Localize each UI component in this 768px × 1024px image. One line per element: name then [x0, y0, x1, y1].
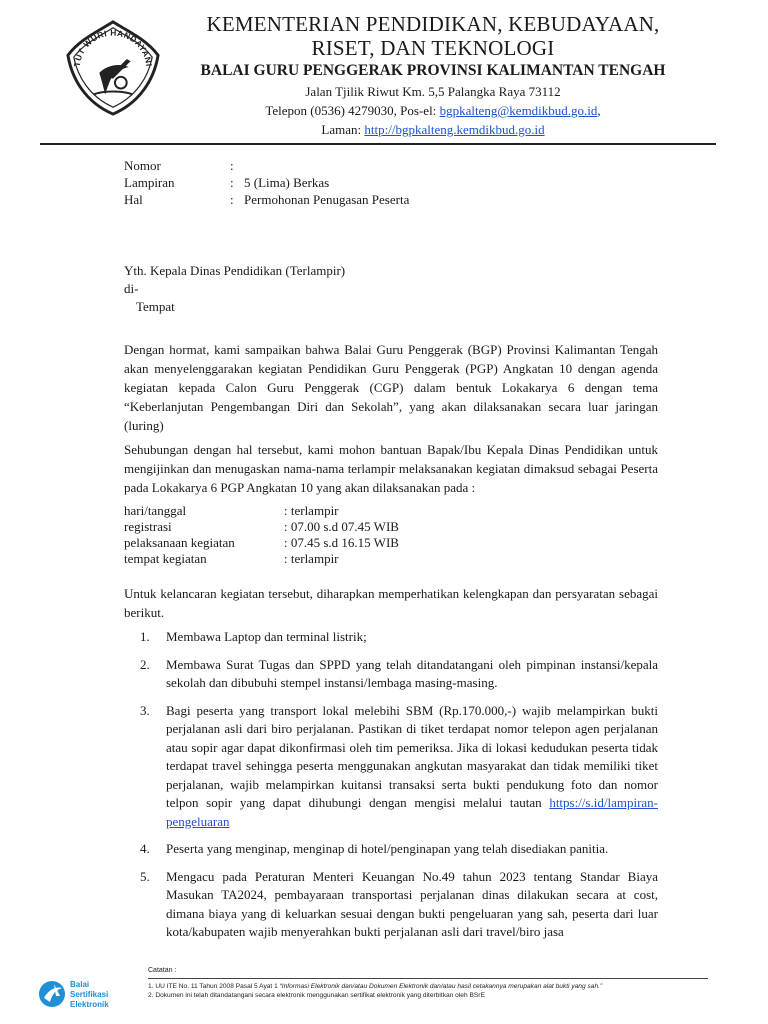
lampiran-pengeluaran-link[interactable]: https://s.id/lampiran-pengeluaran: [166, 795, 658, 829]
office-website: Laman: http://bgpkalteng.kemdikbud.go.id: [321, 122, 545, 137]
tut-wuri-handayani-logo: [64, 18, 162, 116]
office-name: BALAI GURU PENGGERAK PROVINSI KALIMANTAN TENGAH: [200, 62, 666, 79]
bsre-logo: [38, 976, 138, 1012]
email-link[interactable]: bgpkalteng@kemdikbud.go.id: [439, 103, 598, 118]
schedule-table: [124, 503, 524, 567]
footer-note-2: 2. Dokumen ini telah ditandatangani secara elektronik menggunakan sertifikat elektronik yang diterbitkan oleh BSrE: [148, 992, 485, 999]
schedule-row: tempat kegiatan : terlampir: [124, 551, 339, 566]
body-paragraph-2: Sehubungan dengan hal tersebut, kami mohon bantuan Bapak/Ibu Kepala Dinas Pendidikan untuk mengijinkan dan menugaskan nama-nama terlampir melaksanakan kegiatan dimaksud sebagai Peserta pada Lokakarya 6 PGP Angkatan 10 yang akan dilaksanakan pada :: [124, 442, 658, 495]
requirements-list: [140, 628, 658, 942]
ministry-name-line2: RISET, DAN TEKNOLOGI: [311, 36, 555, 60]
list-item: 3. Bagi peserta yang transport lokal melebihi SBM (Rp.170.000,-) wajib melampirkan bukti perjalanan asli dari biro perjalanan. Pastikan di tiket terdapat nomor telepon agen perjalanan atau sopir agar dapat dikonfirmasi oleh tim pemeriksa. Jika di lokasi kedudukan peserta tidak terdapat travel sehingga peserta menggunakan angkutan masyarakat dan tidak memiliki tiket perjalanan, wajib melampirkan kuitansi transaksi serta bukti pendukung foto dan nomor telpon sopir yang dapat dihubungi dengan mengisi melalui tautan https://s.id/lampiran-pengeluaran: [140, 702, 658, 829]
svg-text:TUT WURI HANDAYANI: [72, 28, 155, 68]
bsre-line1: Balai: [70, 980, 90, 989]
footer-rule: [148, 978, 708, 979]
office-contact: Telepon (0536) 4279030, Pos-el: bgpkalteng@kemdikbud.go.id,: [265, 103, 601, 118]
letterhead-divider: [40, 143, 716, 145]
schedule-row: hari/tanggal : terlampir: [124, 503, 339, 518]
schedule-row: registrasi : 07.00 s.d 07.45 WIB: [124, 519, 399, 534]
recipient-name: Yth. Kepala Dinas Pendidikan (Terlampir): [124, 263, 346, 278]
logo-motto-text: TUT WURI HANDAYANI: [71, 27, 155, 68]
list-item: 1. Membawa Laptop dan terminal listrik;: [140, 629, 367, 644]
ministry-name-line1: KEMENTERIAN PENDIDIKAN, KEBUDAYAAN,: [206, 12, 660, 36]
list-item: 5. Mengacu pada Peraturan Menteri Keuangan No.49 tahun 2023 tentang Standar Biaya Masukan TA2024, pembayaraan transportasi perjalanan dinas dilakukan secara at cost, dimana biaya yang di keluarkan sesuai dengan bukti pengeluaran yang sah, peserta dari luar kota/kabupaten wajib menyerahkan bukti perjalanan asli dari travel/biro jasa: [140, 868, 658, 939]
bsre-line3: Elektronik: [70, 1000, 109, 1009]
schedule-row: pelaksanaan kegiatan : 07.45 s.d 16.15 WIB: [124, 535, 399, 550]
recipient-block: [124, 262, 345, 316]
footer-notes: [148, 966, 720, 1000]
office-address: Jalan Tjilik Riwut Km. 5,5 Palangka Raya 73112: [305, 84, 561, 99]
list-item: 2. Membawa Surat Tugas dan SPPD yang telah ditandatangani oleh pimpinan instansi/kepala sekolah dan dibubuhi stempel instansi/lembaga masing-masing.: [140, 656, 658, 690]
letterhead: [168, 12, 698, 139]
body-paragraph-1: Dengan hormat, kami sampaikan bahwa Balai Guru Penggerak (BGP) Provinsi Kalimantan Tengah akan menyelenggarakan kegiatan Pendidikan Guru Penggerak (PGP) Angkatan 10 dengan agenda kegiatan kepada Calon Guru Penggerak (CGP) dalam bentuk Lokakarya 6 dengan tema “Keberlanjutan Pengembangan Diri dan Sekolah”, yang akan dilaksanakan secara luar jaringan (luring): [124, 342, 658, 433]
footer-caption: Catatan :: [148, 967, 177, 974]
website-link[interactable]: http://bgpkalteng.kemdikbud.go.id: [364, 122, 545, 137]
footer-note-1: 1. UU ITE No. 11 Tahun 2008 Pasal 5 Ayat 1 “Informasi Elektronik dan/atau Dokumen Elektronik dan/atau hasil cetakannya merupakan alat bukti yang sah.”: [148, 983, 603, 990]
body-paragraph-3: Untuk kelancaran kegiatan tersebut, diharapkan memperhatikan kelengkapan dan persyaratan sebagai berikut.: [124, 586, 658, 620]
list-item: 4. Peserta yang menginap, menginap di hotel/penginapan yang telah disediakan panitia.: [140, 841, 609, 856]
bsre-line2: Sertifikasi: [70, 990, 109, 999]
letter-page: TUT WURI HANDAYANI KEMENTERIAN PENDIDIKAN, KEBUDAYAAN, RISET, DAN TEKNOLOGI BALAI GURU PENGGERAK PROVINSI KALIMANTAN TENGAH Jalan Tjilik Riwut Km. 5,5 Palangka Raya 73112 Telepon (0536) 4279030, Pos-el: bgpkalteng@kemdikbud.go.id, Laman: http://bgpkalteng.kemdikbud.go.id Nomor : Lampiran : 5 (Lima) Berkas Hal : Permohonan Penugasan Peserta Yth. Kepala Dinas Pendidikan (Terlampir) di- Tempat Dengan hormat, kami sampaikan bahwa Balai Guru Penggerak (BGP) Provinsi Kalimantan Tengah akan menyelenggarakan kegiatan Pendidikan Guru Penggerak (PGP) Angkatan 10 dengan agenda kegiatan kepada Calon Guru Penggerak (CGP) dalam bentuk Lokakarya 6 dengan tema “Keberlanjutan Pengembangan Diri dan Sekolah”, yang akan dilaksanakan secara luar jaringan (luring) Sehubungan dengan hal tersebut, kami mohon bantuan Bapak/Ibu Kepala Dinas Pendidikan untuk mengijinkan dan menugaskan nama-nama terlampir melaksanakan kegiatan dimaksud sebagai Peserta pada Lokakarya 6 PGP Angkatan 10 yang akan dilaksanakan pada : hari/tanggal : terlampir registrasi : 07.00 s.d 07.45 WIB pelaksanaan kegiatan : 07.45 s.d 16.15 WIB tempat kegiatan : terlampir Untuk kelancaran kegiatan tersebut, diharapkan memperhatikan kelengkapan dan persyaratan sebagai berikut. 1. Membawa Laptop dan terminal listrik; 2. Membawa Surat Tugas dan SPPD yang telah ditandatangani oleh pimpinan instansi/kepala sekolah dan dibubuhi stempel instansi/lembaga masing-masing. 3. Bagi peserta yang transport lokal melebihi SBM (Rp.170.000,-) wajib melampirkan bukti perjalanan asli dari biro perjalanan. Pastikan di tiket terdapat nomor telepon agen perjalanan atau sopir agar dapat dikonfirmasi oleh tim pemeriksa. Jika di lokasi kedudukan peserta tidak terdapat travel sehingga peserta menggunakan angkutan masyarakat dan tidak memiliki tiket perjalanan, wajib melampirkan kuitansi transaksi serta bukti pendukung foto dan nomor telpon sopir yang dapat dihubungi dengan mengisi melalui tautan https://s.id/lampiran-pengeluaran 4. Peserta yang menginap, menginap di hotel/penginapan yang telah disediakan panitia. 5. Mengacu pada Peraturan Menteri Keuangan No.49 tahun 2023 tentang Standar Biaya Masukan TA2024, pembayaraan transportasi perjalanan dinas dilakukan secara at cost, dimana biaya yang di keluarkan sesuai dengan bukti pengeluaran yang sah, peserta dari luar kota/kabupaten wajib menyerahkan bukti perjalanan asli dari travel/biro jasa Balai Sertifikasi Elektronik Catatan : 1. UU ITE No. 11 Tahun 2008 Pasal 5 Ayat 1 “Informasi Elektronik dan/atau Dokumen Elektronik dan/atau hasil cetakannya merupakan alat bukti yang sah.” 2. Dokumen ini telah ditandatangani secara elektronik menggunakan sertifikat elektronik yang diterbitkan oleh BSrE: [0, 0, 768, 1024]
recipient-place: Tempat: [136, 299, 175, 314]
recipient-di: di-: [124, 281, 139, 296]
